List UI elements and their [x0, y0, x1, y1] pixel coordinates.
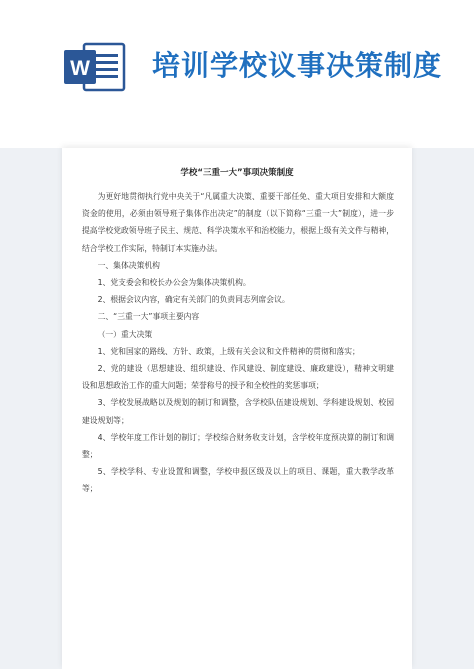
paragraph: 二、“三重一大”事项主要内容: [97, 312, 200, 322]
paragraph: 2、党的建设（思想建设、组织建设、作风建设、制度建设、廉政建设），精神文明建设和思想政治工作的重大问题；荣誉称号的授予和全校性的奖惩事项；: [82, 364, 394, 391]
paragraph: 1、党和国家的路线、方针、政策，上级有关会议和文件精神的贯彻和落实；: [97, 346, 360, 356]
paragraph: 1、党支委会和校长办公会为集体决策机构。: [97, 278, 251, 288]
document-body: [82, 188, 394, 498]
page-title: 培训学校议事决策制度: [152, 49, 443, 82]
document-title: 学校“三重一大”事项决策制度: [180, 168, 294, 178]
paragraph: （一）重大决策: [97, 329, 153, 339]
paragraph: 3、学校发展战略以及规划的制订和调整，含学校队伍建设规划、学科建设规划、校园建设规划等；: [82, 398, 394, 425]
word-letter: W: [70, 57, 90, 80]
paragraph: 一、集体决策机构: [97, 260, 160, 270]
paragraph: 为更好地贯彻执行党中央关于“凡属重大决策、重要干部任免、重大项目安排和大额度资金的使用，必须由领导班子集体作出决定”的制度（以下简称“三重一大”制度），进一步提高学校党政领导班子民主、规范、科学决策水平和治校能力，根据上级有关文件与精神，结合学校工作实际，特制订本实施办法。: [82, 192, 394, 253]
word-doc-icon: [62, 40, 128, 94]
paragraph: 5、学校学科、专业设置和调整，学校申报区级及以上的项目、课题，重大教学改革等；: [82, 467, 394, 494]
header-banner: [0, 0, 474, 148]
document-page: [62, 148, 412, 669]
document-viewport[interactable]: [0, 148, 474, 669]
paragraph: 4、学校年度工作计划的制订；学校综合财务收支计划，含学校年度预决算的制订和调整；: [82, 432, 394, 460]
paragraph: 2、根据会议内容，确定有关部门的负责同志列席会议。: [97, 295, 290, 305]
